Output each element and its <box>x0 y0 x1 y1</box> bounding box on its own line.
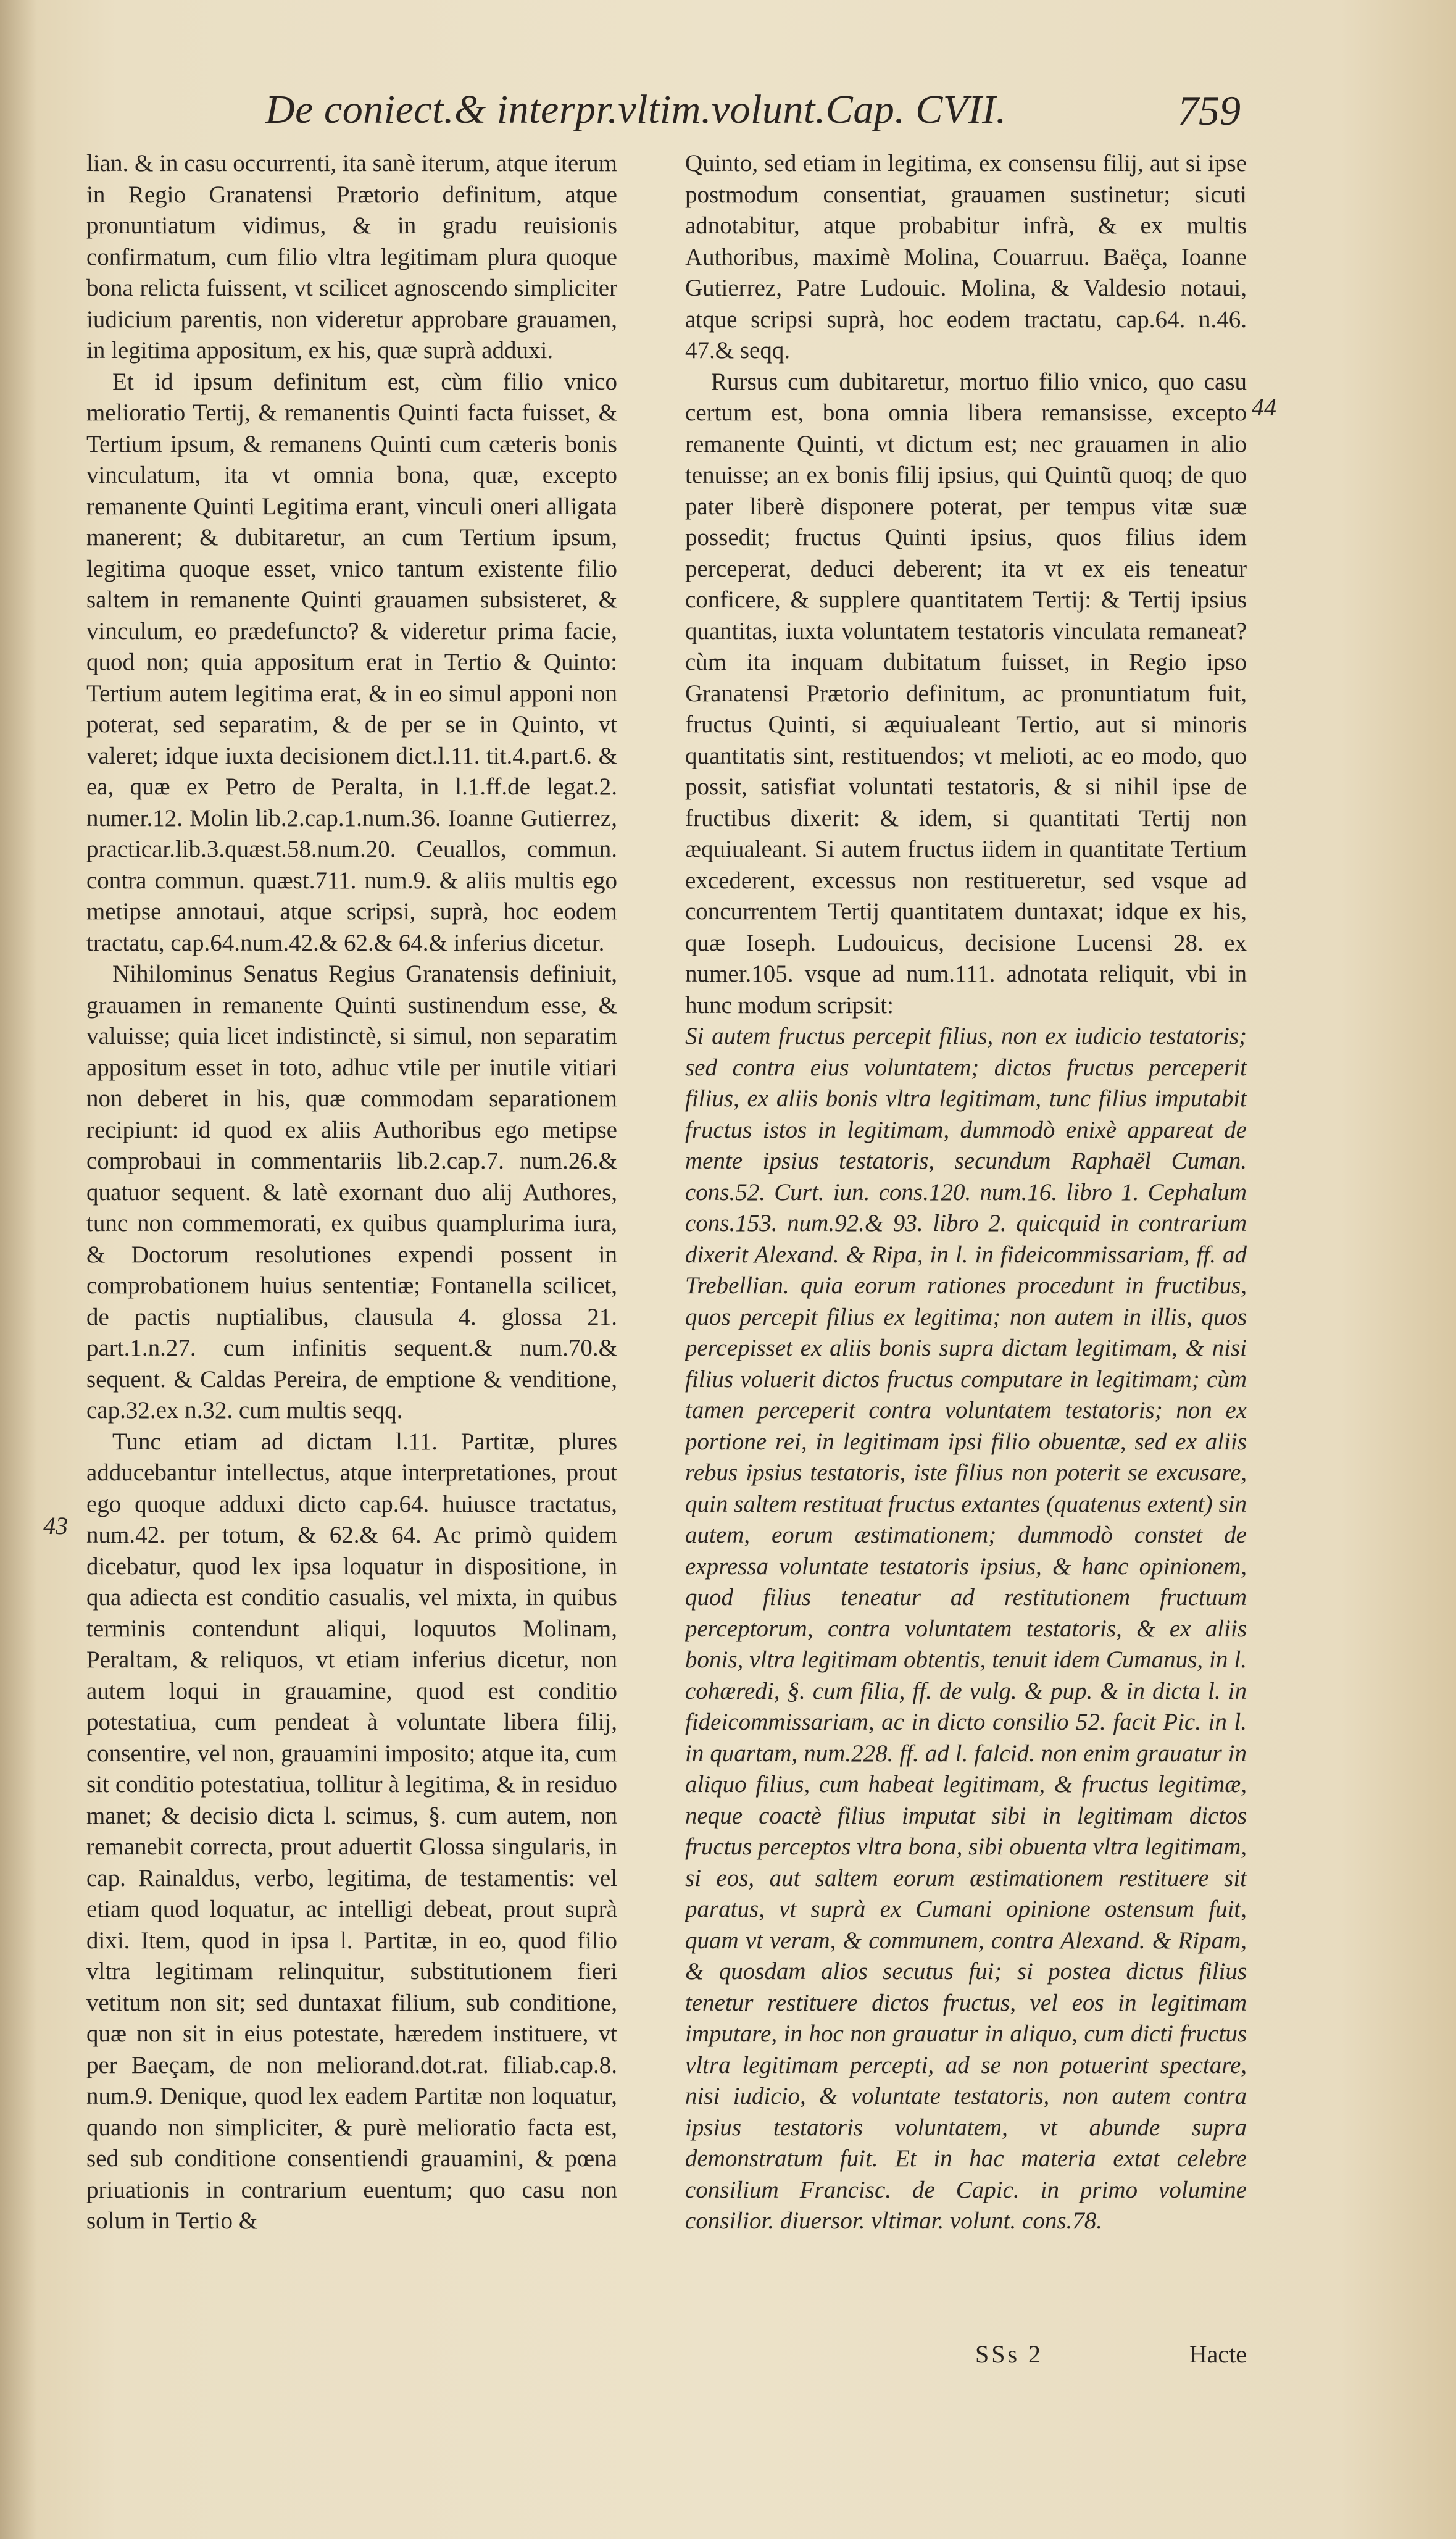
signature-mark: SSs 2 <box>975 2340 1044 2368</box>
paragraph: Rursus cum dubitaretur, mortuo filio vnico, quo casu certum est, bona omnia libera remansisse, excepto remanente Quinti, vt dictum est; nec grauamen in alio tenuisse; an ex bonis filij ipsius, qui Quintũ quoq; de quo pater liberè disponere poterat, per tempus vitæ suæ possedit; fructus Quinti ipsius, quos filius idem perceperat, deduci deberent; ita vt ex eis teneatur conficere, & supplere quantitatem Tertij: & Tertij ipsius quantitas, iuxta voluntatem testatoris vinculata remaneat? cùm ita inquam dubitatum fuisset, in Regio ipso Granatensi Prætorio definitum, ac pronuntiatum fuit, fructus Quinti, si æquiualeant Tertio, aut si minoris quantitatis sint, restituendos; vt melioti, ac eo modo, quo possit, satisfiat voluntati testatoris, & si nihil ipse de fructibus dixerit: & idem, si quantitati Tertij non æquiualeant. Si autem fructus iidem in quantitate Tertium excederent, excessus non restitueretur, sed vsque ad concurrentem Tertij quantitatem duntaxat; idque ex his, quæ Ioseph. Ludouicus, decisione Lucensi 28. ex numer.105. vsque ad num.111. adnotata reliquit, vbi in hunc modum scripsit: <box>685 368 1247 1019</box>
right-column <box>685 148 1247 2327</box>
running-title: De coniect.& interpr.vltim.volunt.Cap. CVII. <box>265 87 1007 132</box>
spine-shadow <box>0 0 37 2539</box>
paragraph: Nihilominus Senatus Regius Granatensis definiuit, grauamen in remanente Quinti sustinendum esse, & valuisse; quia licet indistinctè, si simul, non separatim appositum esset in toto, adhuc vtile per inutile vitiari non deberet in his, quæ commodam separationem recipiunt: id quod ex aliis Authoribus ego metipse comprobaui in commentariis lib.2.cap.7. num.26.& quatuor sequent. & latè exornant duo alij Authores, tunc non commemorati, ex quibus quamplurima iura, & Doctorum resolutiones expendi possent in comprobationem huius sententiæ; Fontanella scilicet, de pactis nuptialibus, clausula 4. glossa 21. part.1.n.27. cum infinitis sequent.& num.70.& sequent. & Caldas Pereira, de emptione & venditione, cap.32.ex n.32. cum multis seqq. <box>86 961 617 1424</box>
margin-note-left: 43 <box>43 1512 68 1540</box>
paragraph: Quinto, sed etiam in legitima, ex consensu filij, aut si ipse postmodum consentiat, grauamen sustinetur; sicuti adnotabitur, atque probabitur infrà, & ex multis Authoribus, maximè Molina, Couarruu. Baëça, Ioanne Gutierrez, Patre Ludouic. Molina, & Valdesio notaui, atque scripsi suprà, hoc eodem tractatu, cap.64. n.46. 47.& seqq. <box>685 150 1247 364</box>
catchword: Hacte <box>1189 2340 1247 2368</box>
paragraph: lian. & in casu occurrenti, ita sanè iterum, atque iterum in Regio Granatensi Prætorio definitum, atque pronuntiatum vidimus, & in gradu reuisionis confirmatum, cum filio vltra legitimam plura quoque bona relicta fuissent, vt scilicet agnoscendo simpliciter iudicium parentis, non videretur approbare grauamen, in legitima appositum, ex his, quæ suprà adduxi. <box>86 150 617 364</box>
margin-note-right: 44 <box>1252 393 1276 421</box>
quoted-passage: Si autem fructus percepit filius, non ex iudicio testatoris; sed contra eius voluntatem; dictos fructus perceperit filius, ex aliis bonis vltra legitimam, tunc filius imputabit fructus istos in legitimam, dummodò enixè appareat de mente ipsius testatoris, secundum Raphaël Cuman. cons.52. Curt. iun. cons.120. num.16. libro 1. Cephalum cons.153. num.92.& 93. libro 2. quicquid in contrarium dixerit Alexand. & Ripa, in l. in fideicommissariam, ff. ad Trebellian. quia eorum rationes procedunt in fructibus, quos percepit filius ex legitima; non autem in illis, quos percepisset ex aliis bonis supra dictam legitimam, & nisi filius voluerit dictos fructus computare in legitimam; cùm tamen perceperit contra voluntatem testatoris; non ex portione rei, in legitimam ipsi filio obuentæ, sed ex aliis rebus ipsius testatoris, iste filius non poterit se excusare, quin saltem restituat fructus extantes (quatenus extent) sin autem, eorum æstimationem; dummodò constet de expressa voluntate testatoris ipsius, & hanc opinionem, quod filius teneatur ad restitutionem fructuum perceptorum, contra voluntatem testatoris, & ex aliis bonis, vltra legitimam obtentis, tenuit idem Cumanus, in l. cohæredi, §. cum filia, ff. de vulg. & pup. & in dicta l. in fideicommissariam, ac in dicto consilio 52. facit Pic. in l. in quartam, num.228. ff. ad l. falcid. non enim grauatur in aliquo filius, cum habeat legitimam, & fructus legitimæ, neque coactè filius imputat sibi in legitimam dictos fructus perceptos vltra bona, sibi obuenta vltra legitimam, si eos, aut saltem eorum æstimationem restituere sit paratus, vt suprà ex Cumani opinione ostensum fuit, quam vt veram, & communem, contra Alexand. & Ripam, & quosdam alios secutus fui; si postea dictus filius tenetur restituere dictos fructus, vel eos in legitimam imputare, in hoc non grauatur in aliquo, cum dicti fructus vltra legitimam percepti, ad se non potuerint spectare, nisi iudicio, & voluntate testatoris, non autem contra ipsius testatoris voluntatem, vt abunde supra demonstratum fuit. Et in hac materia extat celebre consilium Francisc. de Capic. in primo volumine consilior. diuersor. vltimar. volunt. cons.78. <box>685 1023 1247 2234</box>
page-header <box>265 86 1241 142</box>
left-column <box>86 148 617 2327</box>
paragraph: Tunc etiam ad dictam l.11. Partitæ, plures adducebantur intellectus, atque interpretationes, prout ego quoque adduxi dicto cap.64. huiusce tractatus, num.42. per totum, & 62.& 64. Ac primò quidem dicebatur, quod lex ipsa loquatur in dispositione, in qua adiecta est conditio casualis, vel mixta, in quibus terminis contendunt aliqui, loquutos Molinam, Peraltam, & reliquos, vt etiam inferius dicetur, non autem loqui in grauamine, quod est conditio potestatiua, cum pendeat à voluntate libera filij, consentire, vel non, grauamini imposito; atque ita, cum sit conditio potestatiua, tollitur à legitima, & in residuo manet; & decisio dicta l. scimus, §. cum autem, non remanebit correcta, prout aduertit Glossa singularis, in cap. Rainaldus, verbo, legitima, de testamentis: vel etiam quod loquatur, ac intelligi debeat, prout suprà dixi. Item, quod in ipsa l. Partitæ, in eo, quod filio vltra legitimam relinquitur, substitutionem fieri vetitum non sit; sed duntaxat filium, sub conditione, quæ non sit in eius potestate, hæredem instituere, vt per Baeçam, de non meliorand.dot.rat. filiab.cap.8. num.9. Denique, quod lex eadem Partitæ non loquatur, quando non simpliciter, & purè melioratio facta est, sed sub conditione consentiendi grauamini, & pœna priuationis in contrarium euentum; quo casu non solum in Tertio & <box>86 1428 617 2234</box>
page-footer <box>975 2340 1247 2377</box>
page-number: 759 <box>1178 87 1241 134</box>
paragraph: Et id ipsum definitum est, cùm filio vnico melioratio Tertij, & remanentis Quinti facta fuisset, & Tertium ipsum, & remanens Quinti cum cæteris bonis vinculatum, ita vt omnia bona, quæ, excepto remanente Quinti Legitima erant, vinculi oneri alligata manerent; & dubitaretur, an cum Tertium ipsum, legitima quoque esset, vnico tantum existente filio saltem in remanente Quinti grauamen subsisteret, & vinculum, eo prædefuncto? & videretur prima facie, quod non; quia appositum erat in Tertio & Quinto: Tertium autem legitima erat, & in eo simul apponi non poterat, sed separatim, & de per se in Quinto, vt valeret; idque iuxta decisionem dict.l.11. tit.4.part.6. & ea, quæ ex Petro de Peralta, in l.1.ff.de legat.2. numer.12. Molin lib.2.cap.1.num.36. Ioanne Gutierrez, practicar.lib.3.quæst.58.num.20. Ceuallos, commun. contra commun. quæst.711. num.9. & aliis multis ego metipse annotaui, atque scripsi, suprà, hoc eodem tractatu, cap.64.num.42.& 62.& 64.& inferius dicetur. <box>86 368 617 956</box>
